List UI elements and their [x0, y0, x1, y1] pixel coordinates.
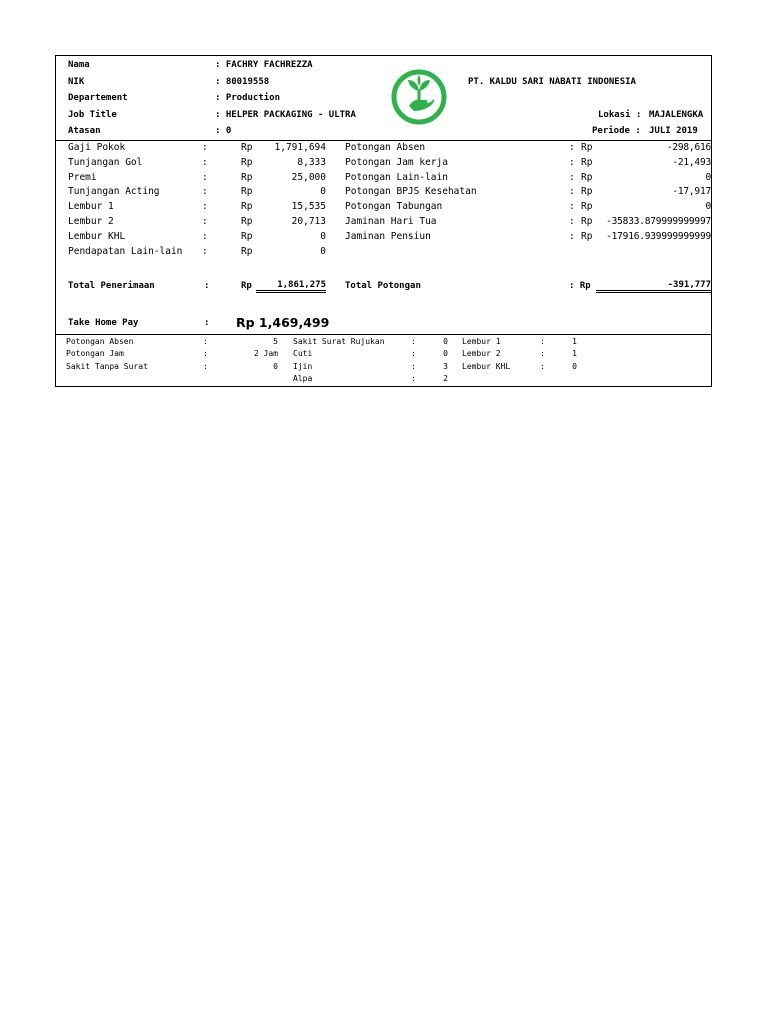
deduction-sep: : [569, 201, 575, 213]
attendance-sep: : [540, 361, 545, 371]
lokasi-value: MAJALENGKA [649, 110, 704, 120]
deduction-currency: Rp [581, 201, 593, 213]
deduction-label: Jaminan Pensiun [345, 230, 431, 242]
earning-currency: Rp [241, 171, 253, 183]
attendance-value: 2 Jam [253, 349, 278, 359]
attendance-sep: : [203, 337, 208, 346]
earning-currency: Rp [241, 156, 253, 168]
attendance-label: Potongan Absen [66, 337, 134, 346]
attendance-value: 1 [572, 337, 577, 346]
earning-value: 0 [320, 186, 326, 198]
thp-sep: : [204, 318, 210, 328]
earning-label: Premi [68, 171, 97, 183]
periode-value: JULI 2019 [649, 126, 698, 136]
earning-currency: Rp [241, 142, 253, 153]
attendance-value: 0 [572, 361, 577, 371]
earning-value: 15,535 [291, 201, 326, 213]
deduction-sep: : [569, 171, 575, 183]
attendance-label: Ijin [293, 361, 313, 371]
periode-label: Periode : [592, 126, 641, 136]
earning-value: 8,333 [297, 156, 326, 168]
earning-sep: : [202, 171, 208, 183]
deduction-value: -35833.879999999997 [606, 216, 711, 227]
earning-sep: : [202, 216, 208, 227]
info-label: Atasan [68, 126, 101, 136]
company-logo-icon [390, 68, 448, 126]
info-value: : 0 [215, 126, 232, 136]
deduction-sep: : [569, 142, 575, 153]
deduction-label: Potongan Lain-lain [345, 171, 448, 183]
attendance-label: Potongan Jam [66, 349, 124, 359]
attendance-sep: : [203, 361, 208, 371]
attendance-sep: : [411, 374, 416, 384]
info-value: : 80019558 [215, 76, 270, 87]
attendance-value: 3 [443, 361, 448, 371]
deduction-label: Potongan Jam kerja [345, 156, 448, 168]
earning-currency: Rp [241, 201, 253, 213]
earning-currency: Rp [241, 186, 253, 198]
info-value: : FACHRY FACHREZZA [215, 60, 313, 70]
info-value: : Production [215, 93, 281, 103]
attendance-label: Lembur 1 [462, 337, 501, 346]
deduction-currency: Rp [581, 186, 593, 198]
info-label: Job Title [68, 109, 117, 120]
attendance-sep: : [540, 349, 545, 359]
deduction-label: Potongan Tabungan [345, 201, 443, 213]
attendance-value: 2 [443, 374, 448, 384]
deduction-sep: : [569, 230, 575, 242]
attendance-sep: : [540, 337, 545, 346]
attendance-value: 1 [572, 349, 577, 359]
attendance-sep: : [411, 337, 416, 346]
earning-currency: Rp [241, 245, 253, 257]
attendance-value: 0 [443, 337, 448, 346]
earning-value: 0 [320, 245, 326, 257]
deduction-value: -17,917 [672, 186, 711, 198]
earning-value: 20,713 [291, 216, 326, 227]
info-label: Nama [68, 60, 90, 70]
attendance-label: Sakit Surat Rujukan [293, 337, 385, 346]
earning-sep: : [202, 156, 208, 168]
earning-label: Lembur 2 [68, 216, 114, 227]
attendance-label: Lembur 2 [462, 349, 501, 359]
deduction-value: -17916.939999999999 [606, 230, 711, 242]
attendance-label: Lembur KHL [462, 361, 511, 371]
earning-sep: : [202, 230, 208, 242]
payslip [55, 55, 712, 387]
attendance-sep: : [203, 349, 208, 359]
earning-label: Tunjangan Gol [68, 156, 143, 168]
total-potongan-value: -391,777 [596, 280, 711, 293]
divider [56, 140, 711, 141]
earning-value: 1,791,694 [274, 142, 326, 153]
earning-value: 25,000 [291, 171, 326, 183]
deduction-currency: Rp [581, 171, 593, 183]
deduction-value: 0 [705, 171, 711, 183]
total-penerimaan-value: 1,861,275 [256, 280, 326, 293]
earning-label: Lembur 1 [68, 201, 114, 213]
info-value: : HELPER PACKAGING - ULTRA [215, 109, 356, 120]
earning-value: 0 [320, 230, 326, 242]
total-penerimaan-currency: Rp [241, 281, 252, 291]
deduction-label: Potongan BPJS Kesehatan [345, 186, 477, 198]
deduction-value: -21,493 [672, 156, 711, 168]
thp-value: Rp 1,469,499 [236, 315, 330, 330]
deduction-value: -298,616 [666, 142, 711, 153]
earning-label: Lembur KHL [68, 230, 126, 242]
deduction-value: 0 [705, 201, 711, 213]
earning-sep: : [202, 245, 208, 257]
deduction-label: Jaminan Hari Tua [345, 216, 437, 227]
attendance-label: Cuti [293, 349, 313, 359]
earning-label: Pendapatan Lain-lain [68, 245, 183, 257]
attendance-value: 5 [273, 337, 278, 346]
deduction-currency: Rp [581, 216, 593, 227]
lokasi-label: Lokasi : [598, 110, 642, 120]
earning-label: Tunjangan Acting [68, 186, 160, 198]
earning-sep: : [202, 186, 208, 198]
company-name: PT. KALDU SARI NABATI INDONESIA [468, 77, 636, 87]
attendance-label: Alpa [293, 374, 313, 384]
deduction-sep: : [569, 186, 575, 198]
deduction-currency: Rp [581, 156, 593, 168]
info-label: Departement [68, 93, 128, 103]
deduction-sep: : [569, 216, 575, 227]
total-penerimaan-sep: : [204, 281, 210, 291]
deduction-currency: Rp [581, 142, 593, 153]
attendance-value: 0 [443, 349, 448, 359]
earning-currency: Rp [241, 230, 253, 242]
attendance-sep: : [411, 361, 416, 371]
deduction-currency: Rp [581, 230, 593, 242]
deduction-sep: : [569, 156, 575, 168]
earning-sep: : [202, 142, 208, 153]
total-potongan-label: Total Potongan [345, 281, 421, 291]
divider [56, 334, 711, 335]
attendance-sep: : [411, 349, 416, 359]
attendance-value: 0 [273, 361, 278, 371]
deduction-label: Potongan Absen [345, 142, 426, 153]
thp-label: Take Home Pay [68, 318, 139, 328]
earning-currency: Rp [241, 216, 253, 227]
total-potongan-sep: : Rp [569, 281, 591, 291]
total-penerimaan-label: Total Penerimaan [68, 281, 155, 291]
earning-sep: : [202, 201, 208, 213]
attendance-label: Sakit Tanpa Surat [66, 361, 148, 371]
earning-label: Gaji Pokok [68, 142, 126, 153]
info-label: NIK [68, 76, 85, 87]
